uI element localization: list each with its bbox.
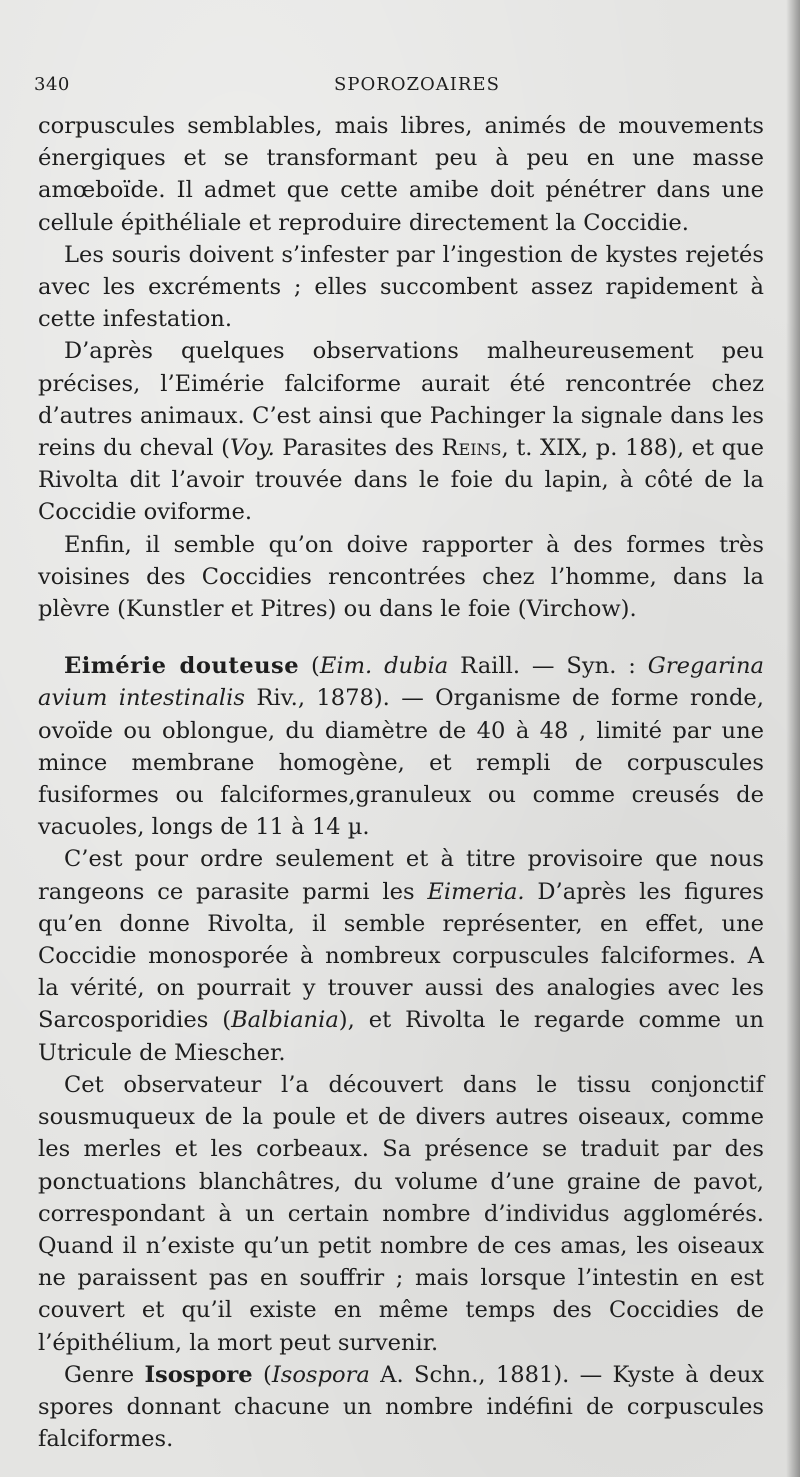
- species-heading: Eimérie douteuse: [64, 653, 300, 680]
- paragraph-5: [38, 650, 764, 843]
- eimeria-italic: Eimeria.: [427, 878, 525, 905]
- paragraph-5-text-b: Raill. — Syn. :: [448, 653, 648, 680]
- paragraph-1: corpuscules semblables, mais libres, animés de mouvements énergiques et se transformant peu à peu en une masse amœboïde. Il admet que cette amibe doit pénétrer dans une cellule épithéliale et reproduire directement la Coccidie.: [38, 113, 764, 236]
- paragraph-8: [38, 1359, 764, 1456]
- paragraph-8-text-c: A. Schn., 1881). — Kyste à deux spores donnant chacune un nombre indéfini de corpuscules falciformes.: [38, 1361, 765, 1453]
- running-title: SPOROZOAIRES: [334, 74, 500, 95]
- paragraph-2: Les souris doivent s’infester par l’ingestion de kystes rejetés avec les excréments ; elles succombent assez rapidement à cette infestation.: [38, 241, 764, 333]
- paragraph-8-text-b: (: [252, 1361, 272, 1388]
- paragraph-6-text-b: D’après les figures qu’en donne Rivolta, il semble représenter, en effet, une Coccidie monosporée à nombreux corpuscules falciformes. A la vérité, on pourrait y trouver aussi des analogies avec les Sarcosporidies (: [38, 878, 764, 1034]
- paragraph-3-text-b: Parasites des: [274, 435, 442, 462]
- body-text: [38, 110, 764, 1455]
- running-head: [34, 74, 774, 104]
- voy-abbreviation: Voy.: [229, 435, 275, 462]
- paragraph-3-text-c: , t. XIX, p. 188), et que Rivolta dit l’avoir trouvée dans le foie du lapin, à côté de la Coccidie oviforme.: [38, 435, 764, 526]
- paragraph-3-text-a: D’après quelques observations malheureusement peu précises, l’Eimérie falciforme aurait été rencontrée chez d’autres animaux. C’est ainsi que Pachinger la signale dans les reins du cheval (: [38, 338, 764, 462]
- binding-shadow: [786, 0, 800, 1477]
- paragraph-5-text-c: Riv., 1878). — Organisme de forme ronde, ovoïde ou oblongue, du diamètre de 40 à 48 , limité par une mince membrane homogène, et rempli de corpuscules fusiformes ou falciformes,granuleux ou comme creusés de vacuoles, longs de 11 à 14 µ.: [38, 685, 764, 841]
- genus-heading: Isospore: [144, 1361, 253, 1388]
- balbiania-italic: Balbiania: [231, 1007, 339, 1034]
- genus-latin-name: Isospora: [271, 1361, 370, 1388]
- paragraph-8-text-a: Genre: [64, 1361, 145, 1388]
- paragraph-6-text-c: ), et Rivolta le regarde comme un Utricule de Miescher.: [38, 1007, 764, 1066]
- paragraph-5-text-a: (: [299, 653, 320, 680]
- paragraph-6-text-a: C’est pour ordre seulement et à titre provisoire que nous rangeons ce parasite parmi les: [38, 846, 764, 905]
- paragraph-3: [38, 335, 764, 528]
- reins-small-caps: Reins: [441, 435, 502, 462]
- paragraph-7: Cet observateur l’a découvert dans le tissu conjonctif sousmuqueux de la poule et de divers autres oiseaux, comme les merles et les corbeaux. Sa présence se traduit par des ponctuations blanchâtres, du volume d’une graine de pavot, correspondant à un certain nombre d’individus agglomérés. Quand il n’existe qu’un petit nombre de ces amas, les oiseaux ne paraissent pas en souffrir ; mais lorsque l’intestin en est couvert et qu’il existe en même temps des Coccidies de l’épithélium, la mort peut survenir.: [38, 1071, 764, 1356]
- page-number: 340: [34, 74, 70, 95]
- paragraph-4: Enfin, il semble qu’on doive rapporter à des formes très voisines des Coccidies rencontrées chez l’homme, dans la plèvre (Kunstler et Pitres) ou dans le foie (Virchow).: [38, 531, 764, 623]
- paragraph-6: [38, 843, 764, 1068]
- species-latin-name: Eim. dubia: [319, 653, 449, 680]
- synonym-latin-name: Gregarina avium intestinalis: [38, 653, 764, 712]
